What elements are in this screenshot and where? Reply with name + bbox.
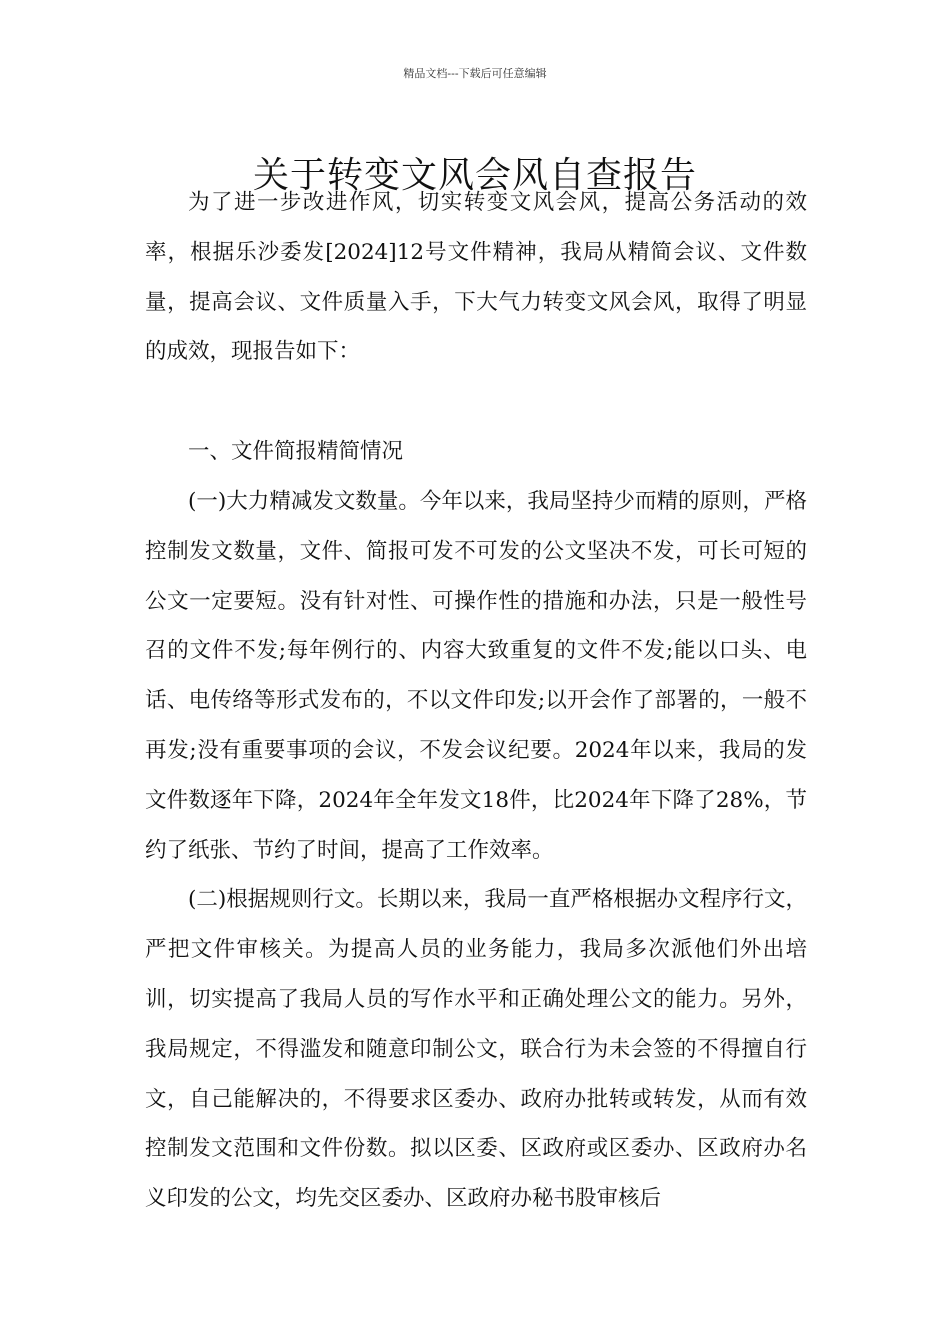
intro-paragraph: 为了进一步改进作风，切实转变文风会风，提高公务活动的效率，根据乐沙委发[2024]12号文件精神，我局从精简会议、文件数量，提高会议、文件质量入手，下大气力转变文风会风，取得了明显的成效，现报告如下： — [145, 190, 807, 365]
document-body — [145, 178, 807, 1224]
header-note: 精品文档---下载后可任意编辑 — [403, 67, 547, 80]
body-paragraph: (一)大力精减发文数量。今年以来，我局坚持少而精的原则，严格控制发文数量，文件、简报可发不可发的公文坚决不发，可长可短的公文一定要短。没有针对性、可操作性的措施和办法，只是一般性号召的文件不发;每年例行的、内容大致重复的文件不发;能以口头、电话、电传络等形式发布的，不以文件印发;以开会作了部署的，一般不再发;没有重要事项的会议，不发会议纪要。2024年以来，我局的发文件数逐年下降，2024年全年发文18件，比2024年下降了28%，节约了纸张、节约了时间，提高了工作效率。 — [145, 488, 807, 863]
body-paragraph: (二)根据规则行文。长期以来，我局一直严格根据办文程序行文，严把文件审核关。为提高人员的业务能力，我局多次派他们外出培训，切实提高了我局人员的写作水平和正确处理公文的能力。另外，我局规定，不得滥发和随意印制公文，联合行为未会签的不得擅自行文，自己能解决的，不得要求区委办、政府办批转或转发，从而有效控制发文范围和文件份数。拟以区委、区政府或区委办、区政府办名义印发的公文，均先交区委办、区政府办秘书股审核后 — [145, 887, 807, 1212]
page-title: 关于转变文风会风自查报告 — [252, 155, 697, 197]
section-spacer — [145, 377, 807, 427]
section-heading: 一、文件简报精简情况 — [188, 439, 404, 465]
